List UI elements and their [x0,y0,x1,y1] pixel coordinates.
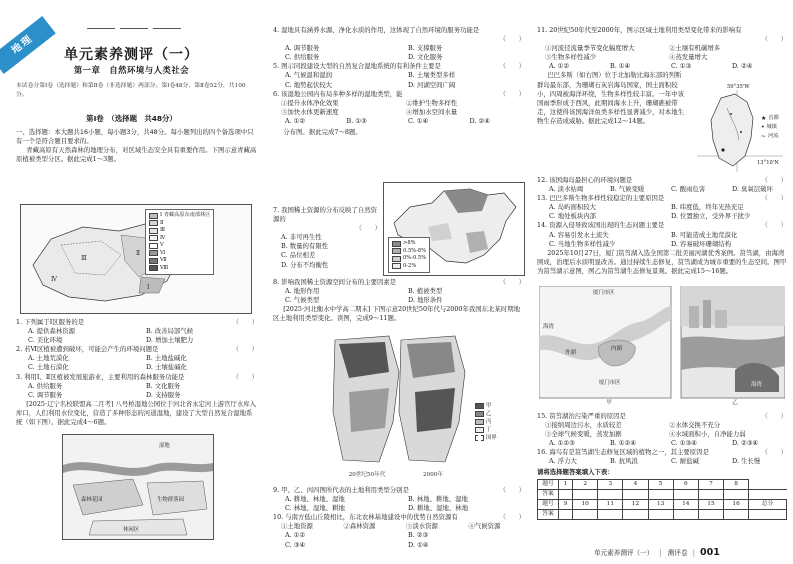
option[interactable]: B. ②③ [408,531,429,540]
footer-unit-label: 单元素养测评（一） [594,549,654,557]
legend-item: ★ 首都 [761,114,779,122]
option[interactable]: A. 调节服务 [285,44,320,53]
statement: ①接纳周边污水，水质较差 [545,421,622,430]
legend-item: Ⅶ [149,257,210,265]
yundang-lake-figures [539,286,785,410]
question-3: 3. 利用Ⅰ、Ⅱ区植被发展旅游业，主要利用的森林服务功能是 （ ） A. 供给服务 B. 文化服务 C. 调节服务 D. 支持服务 [16,372,258,399]
wetland-park-map [62,434,214,540]
blank-field[interactable] [87,22,115,29]
legend-item: 0.5%-8% [392,248,426,256]
statement: ③生物多样性减少 [545,53,597,62]
statement: ①提升水体净化效果 [281,98,339,107]
option[interactable]: C. 供给服务 [285,53,320,62]
question-1: 1. 下列属于Ⅰ区服务的是 （ ） A. 提供森林资源 B. 改善局部气候 C. 美化环境 D. 增加土壤肥力 [16,318,258,345]
answer-cell[interactable] [559,489,573,499]
option[interactable]: A. ①② [285,116,306,125]
questions-15-16 [537,412,787,520]
option[interactable]: D. ②④ [469,116,490,125]
question-10: 10. 与南方低山丘陵相比，东北农林基地建设中的优势自然资源有 （ ） ①土地资源 ②森林资源 ③淡水资源 ④气候资源 A. ①② B. ②③ C. ③④ D. ①④ [273,513,525,549]
passage-1: 青藏高原有天然森林的地理分布，对区域生态安全具有重要作用。下图示意青藏高原植被类型分区。据此完成1～3题。 [16,146,257,164]
passage-2: [2025·辽宁名校联盟高二月考] 八号桥湿地公园位于河北省永定河上游官厅水库入库口，人们利用水位变化，营造了多种形态的河道湿地，建设了大型自然复合湿地系统（如下图）。据此完成4～6题。 [16,399,257,427]
option[interactable]: D. 地形条件 [408,296,443,305]
option[interactable]: A. ①②③ [549,439,575,448]
statement: ②水体交换不充分 [669,421,721,430]
question-5: 5. 图示同段建设大型的自然复合湿地系统的有利条件主要是 （ ） A. 气候温和湿润 B. 土壤类型多样 C. 地势起伏较大 D. 河湖空间广阔 [273,62,525,89]
caption-2000: 2000年 [423,472,443,478]
option[interactable]: C. 美化环境 [28,336,63,345]
option[interactable]: C. 气候类型 [285,296,320,305]
option[interactable]: C. 地势起伏较大 [285,80,333,89]
option[interactable]: B. 可能造成土地荒漠化 [671,230,738,239]
legend-item: 0%-0.5% [392,255,426,263]
option[interactable]: C. 林地、湿地、耕地 [285,504,345,513]
latitude-label: 13°10'N [757,160,779,166]
option[interactable]: C. 调节服务 [28,390,63,399]
option[interactable]: A. ①② [285,531,306,540]
option[interactable]: B. ①③ [346,116,367,125]
instruction-text: 一、选择题：本大题共16小题，每小题3分，共48分。每小题列出的四个备选项中只有一个是符合题目要求的。 [16,128,254,146]
answer-cell[interactable] [673,489,698,499]
question-12: 12. 该国海岛最担心的环境问题是 （ ） A. 淡水枯竭 B. 气候变暖 C. 酸雨危害 D. 臭氧层破坏 [537,176,787,194]
statement: ①土地资源 [281,522,313,531]
svg-text:Ⅰ: Ⅰ [147,284,150,291]
legend-item: 0-2% [392,263,426,271]
option[interactable]: A. 土地荒漠化 [28,354,69,363]
legend-item: ~ 河流 [761,132,779,140]
option[interactable]: C. 耐盐碱 [671,457,699,466]
answer-cell[interactable] [724,509,749,519]
option[interactable]: D. 容易破坏珊瑚结构 [671,239,732,248]
answer-cell[interactable] [648,489,673,499]
figure-jia-caption: 甲 [606,400,612,406]
option[interactable]: A. 浮力大 [549,457,577,466]
legend-item: 国界 [475,434,497,442]
passage-4: [2025·河北衡水中学高二期末] 下图示意20世纪50年代与2000年我国东北某时期地区土地利用类型变化。读图，完成9～11题。 [273,305,521,323]
option[interactable]: C. ③④ [285,540,306,549]
legend-item: 乙 [475,410,497,418]
statement: ④水域面积小，自净能力弱 [669,430,746,439]
passage-6: 2025年10月27日，厦门筼筜湖入选全国第二批美丽河湖优秀案例。筼筜湖，由海湾围成，治理后水质明显改善。通过持续生态修复，筼筜湖成为城市重要的生态空间。图甲为筼筜湖示意图，图乙为筼筜湖生态修复景观。据此完成15～16题。 [537,248,787,275]
middle-column [273,26,525,549]
plateau-map-svg [21,205,251,313]
leisure-area-label: 休闲区 [123,527,140,533]
option[interactable]: A. 气候温和湿润 [285,71,333,80]
option[interactable]: B. 数量的有限性 [281,242,329,251]
biome-garden-label: 生物群落园 [157,497,184,503]
svg-text:Ⅳ: Ⅳ [51,276,57,283]
legend-item: Ⅱ [149,220,210,228]
question-2: 2. 若Ⅵ区植被遭到破坏，可能会产生的环境问题是 （ ） A. 土地荒漠化 B. 土地盐碱化 C. 土地石漠化 D. 土壤盐碱化 [16,345,258,372]
footer-volume-label: 测评卷 [667,549,688,557]
statement: ④气候资源 [468,522,501,531]
plateau-vegetation-map [20,204,252,314]
passage-3: 分布图。据此完成7～8题。 [283,128,362,137]
option[interactable]: D. 增加土壤肥力 [146,336,194,345]
question-15: 15. 筼筜湖治污染严重的原因是 （ ） ①接纳周边污水，水质较差 ②水体交换不充分 ③全球气候变暖，蒸发加剧 ④水域面积小，自净能力弱 A. ①②③ B. ①②④ C. ①③④ D. ②③④ [537,412,787,448]
left-column [0,0,263,564]
table-row: 答案 [538,489,787,499]
exam-intro: 本试卷分第Ⅰ卷（选择题）和第Ⅱ卷（非选择题）两部分。第Ⅰ卷48分，第Ⅱ卷52分，共100分。 [16,83,246,98]
statement: ①河流径流量季节变化幅度增大 [545,44,635,53]
page-number: 001 [700,547,720,558]
statement: ②维护生物多样性 [406,98,458,107]
answer-cell[interactable] [573,509,598,519]
option[interactable]: A. 供给服务 [28,381,63,390]
bay-label: 海湾 [543,324,554,330]
city-label: 厦门市区 [593,290,615,296]
answer-cell[interactable] [623,489,648,499]
barbados-map [687,84,787,176]
answer-cell[interactable] [724,489,749,499]
questions-12-14 [537,176,787,276]
questions-1-3 [16,318,258,427]
yundang-figures-svg [539,286,785,400]
figure-yi-caption: 乙 [732,400,738,406]
legend-item: 甲 [475,402,497,410]
answer-cell[interactable] [673,509,698,519]
answer-cell[interactable] [698,509,723,519]
statement: ③淡水资源 [406,522,438,531]
option[interactable]: A. 非可再生性 [281,233,322,242]
option[interactable]: B. 改善局部气候 [146,327,194,336]
caption-1950s: 20世纪50年代 [348,472,386,478]
option[interactable]: B. 植被类型 [408,287,443,296]
legend-item: Ⅷ [149,265,210,273]
option[interactable]: A. 提供森林资源 [28,327,76,336]
section-instructions [16,128,258,164]
option[interactable]: D. 支持服务 [146,390,181,399]
option[interactable]: A. 岛屿面积较大 [549,203,597,212]
option[interactable]: B. 纬度低，终年光热充足 [671,203,744,212]
option[interactable]: D. 生长慢 [732,457,761,466]
unit-title: 单元素养测评（一） [64,47,199,63]
inner-lake-label: 内湖 [611,346,622,352]
land-use-comparison [329,332,513,482]
option[interactable]: B. 林地、耕地、湿地 [408,495,468,504]
option[interactable]: B. 土地盐碱化 [146,354,187,363]
legend-item: 丁 [475,426,497,434]
question-4: 4. 湿地具有涵养水源、净化水质的作用，这体现了自然环境的服务功能是 （ ） A. 调节服务 B. 支撑服务 C. 供给服务 D. 文化服务 [273,26,525,62]
option[interactable]: D. ②③④ [732,439,759,448]
plateau-map-legend [145,209,214,275]
option[interactable]: B. 文化服务 [146,381,181,390]
chapter-title: 第一章 自然环境与人类社会 [73,65,190,75]
blank-field[interactable] [153,22,181,29]
forest-garden-label: 森林花园 [81,497,103,503]
option[interactable]: C. 酸雨危害 [671,185,706,194]
option[interactable]: B. 气候变暖 [610,185,645,194]
legend-item: >8% [392,240,426,248]
legend-item: 丙 [475,418,497,426]
table-row: 题号 9 10 11 12 13 14 15 16 总分 [538,499,787,509]
statement: ②森林资源 [343,522,376,531]
table-row: 题号 1 2 3 4 5 6 7 8 [538,479,787,489]
statement: ②土壤有机碳增多 [669,44,721,53]
option[interactable]: C. 当地生物多样性减少 [549,239,616,248]
total-score-cell[interactable] [749,509,787,519]
legend-item: Ⅲ [149,227,210,235]
answer-cell[interactable] [598,509,623,519]
questions-9-10 [273,486,525,550]
option[interactable]: B. 抗风浪 [610,457,638,466]
subject-label: 地理 [9,32,36,57]
svg-text:Ⅱ: Ⅱ [136,250,141,257]
statement: ③加快水体更新速度 [281,107,339,116]
legend-item: Ⅳ [149,235,210,243]
question-14: 14. 资源入侵导致该国出现的生态问题主要是 （ ） A. 容易引发水土流失 B. 可能造成土地荒漠化 C. 当地生物多样性减少 D. 容易破坏珊瑚结构 [537,221,787,248]
question-13: 13. 巴巴多斯生物多样性较稳定的主要原因是 （ ） A. 岛屿面积较大 B. 纬度低，终年光热充足 C. 地处板块内部 D. 位置独立，受外界干扰少 [537,194,787,221]
answer-cell[interactable] [598,489,623,499]
option[interactable]: C. 地处板块内部 [549,212,597,221]
answer-table-title: 请将选择题答案填入下表： [537,467,614,476]
answer-cell[interactable] [573,489,598,499]
question-8: 8. 影响我国稀土资源空间分布的主要因素是 （ ） A. 地形作用 B. 植被类型 C. 气候类型 D. 地形条件 [2025·河北衡水中学高二期末] 下图示意20世纪50年代与2000年我国东北某时期地区土地利用类型变化。读图，完成9～11题。 [273,278,525,323]
outer-lake-label: 外湖 [565,350,576,356]
volume-heading: 第Ⅰ卷 （选择题 共48分） [86,114,177,123]
option[interactable]: D. 河湖空间广阔 [408,80,456,89]
question-9: 9. 甲、乙、丙四图所代表的土地利用类型分别是 （ ） A. 耕地、林地、湿地 B. 林地、耕地、湿地 C. 林地、湿地、耕地 D. 耕地、湿地、林地 [273,486,525,513]
barbados-legend [761,114,779,141]
bay-label-2: 海湾 [751,382,762,388]
answer-cell[interactable] [623,509,648,519]
option[interactable]: D. ②④ [732,62,753,71]
option[interactable]: D. 位置独立，受外界干扰少 [671,212,751,221]
option[interactable]: C. ①③ [671,62,692,71]
legend-item: Ⅵ [149,250,210,258]
option[interactable]: A. 容易引发水土流失 [549,230,609,239]
legend-item: Ⅰ 青藏高原东南部林区 [149,212,210,220]
svg-text:Ⅲ: Ⅲ [81,255,87,262]
option[interactable]: B. ①④ [610,62,631,71]
option[interactable]: A. 耕地、林地、湿地 [285,495,345,504]
longitude-label: 59°35'W [727,84,750,90]
table-row: 答案 [538,509,787,519]
land-use-legend [475,402,497,443]
question-11: 11. 20世纪50年代至2000年，图示区域土地利用类型变化带来的影响有 （ ） ①河流径流量季节变化幅度增大 ②土壤有机碳增多 ③生物多样性减少 ④蒸发量增大 A. ①② B. ①④ C. ①③ D. ②④ [537,26,787,71]
option[interactable]: D. 文化服务 [408,53,443,62]
statement: ④蒸发量增大 [669,53,708,62]
option[interactable]: C. ①④ [408,116,429,125]
option[interactable]: B. 支撑服务 [408,44,443,53]
statement: ④增加水空间水量 [406,107,458,116]
option[interactable]: D. 土壤盐碱化 [146,363,187,372]
option[interactable]: B. 土壤类型多样 [408,71,456,80]
page-footer: 单元素养测评（一） | 测评卷 | 001 [594,547,720,558]
question-7: 7. 我国稀土资源的分布反映了自然资源的 （ ） A. 非可再生性 B. 数量的有限性 C. 品位相差 D. 分布不均衡性 [273,206,381,269]
legend-item: • 城镇 [761,123,777,131]
option[interactable]: B. ①②④ [610,439,636,448]
question-16: 16. 海鸟有是筼筜湖生态修复区域的植物之一，其主要原因是 （ ） A. 浮力大 B. 抗风浪 C. 耐盐碱 D. 生长慢 [537,448,787,466]
option[interactable]: C. 品位相差 [281,251,316,260]
answer-cell[interactable] [648,509,673,519]
answer-cell[interactable] [698,489,723,499]
option[interactable]: D. 分布不均衡性 [281,260,329,269]
option[interactable]: C. ①③④ [671,439,697,448]
right-column [537,26,787,518]
statement: ③全球气候变暖，蒸发加剧 [545,430,622,439]
china-map-legend [388,237,430,273]
option[interactable]: D. 臭氧层破坏 [732,185,773,194]
wetland-park-svg [63,435,213,539]
student-info-line [86,22,185,33]
legend-item: Ⅴ [149,242,210,250]
wetland-label: 湿地 [159,443,170,449]
blank-field[interactable] [120,22,148,29]
total-score-label: 总分 [749,499,787,509]
answer-table [537,479,787,520]
option[interactable]: D. ①④ [408,540,429,549]
option[interactable]: C. 土地石漠化 [28,363,69,372]
option[interactable]: A. 淡水枯竭 [549,185,584,194]
question-6: 6. 该湿地公园内布局多种多样的湿地类型，能 （ ） ①提升水体净化效果 ②维护生物多样性 ③加快水体更新速度 ④增加水空间水量 A. ①② B. ①③ C. ①④ D. ②④ [273,89,525,125]
passage-5: 巴巴多斯（如右图）位于北加勒比海东部的列斯群岛最东部，为珊瑚石灰岩海岛国家，国土面积较小，四周被海洋环绕，生物多样性较丰富。一年中该国雨季形成于西风，此期间海水上升，珊瑚礁被带走，这使得该国海洋鱼类多样性显著减少，对本地生物生存造成威胁。据此完成12～14题。 [537,71,684,125]
answer-cell[interactable] [559,509,573,519]
option[interactable]: D. 耕地、湿地、林地 [408,504,469,513]
china-rare-earth-map [383,182,525,276]
city-label-2: 厦门市区 [599,380,621,386]
option[interactable]: A. 地形作用 [285,287,320,296]
option[interactable]: A. ①② [549,62,570,71]
